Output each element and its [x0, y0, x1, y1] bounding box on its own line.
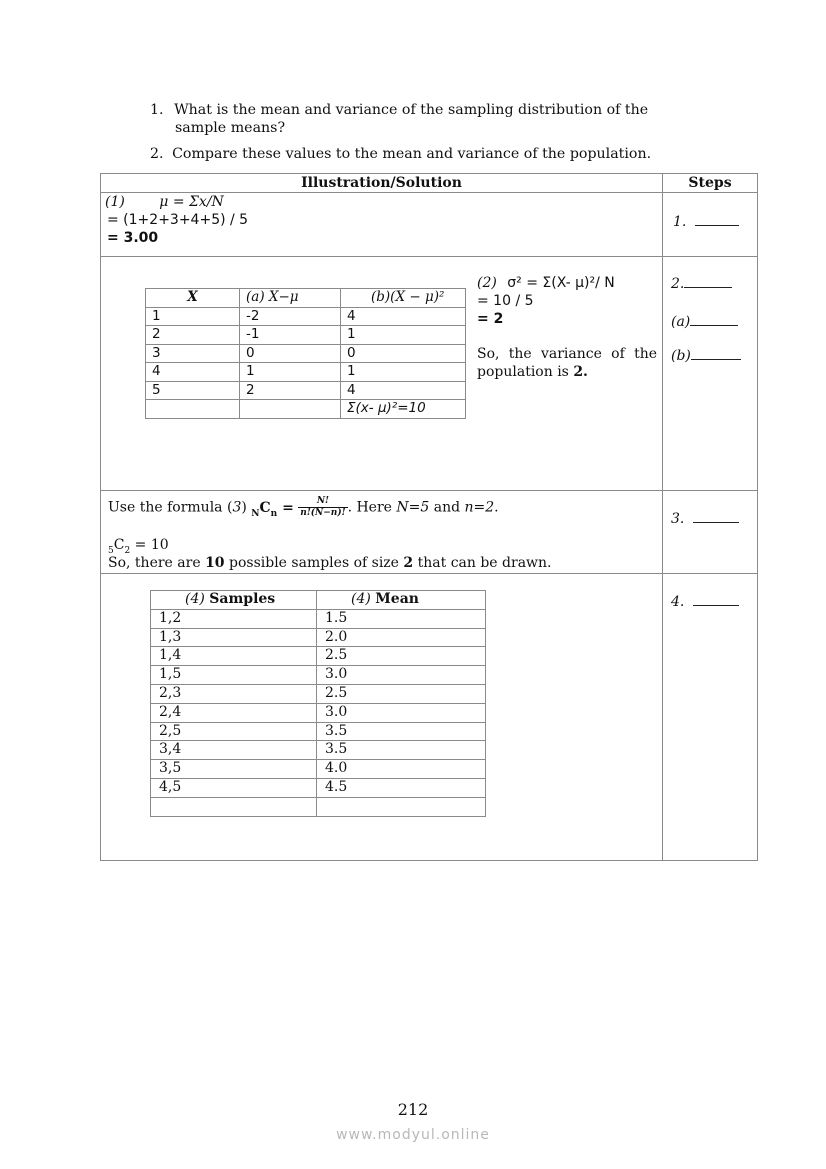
table-cell: 2,3 — [151, 684, 317, 703]
row-4-solution — [101, 574, 663, 861]
variance-sum-row — [146, 400, 466, 419]
header-steps: Steps — [663, 174, 758, 193]
row-3-so-a: So, there are — [108, 555, 206, 571]
variance-header-deviation: (a) X−μ — [240, 289, 341, 308]
table-cell: 1,3 — [151, 628, 317, 647]
row-3-sample-size-value: 2 — [403, 555, 414, 571]
step-2b-answer-blank[interactable] — [691, 347, 741, 360]
question-1-text: What is the mean and variance of the sampling distribution of the — [174, 102, 649, 118]
question-2 — [150, 145, 710, 163]
table-cell: 2 — [146, 326, 240, 345]
variance-table-header — [146, 289, 466, 308]
row-2-conclusion-value: 2. — [573, 364, 588, 380]
step-4-label: 4. — [671, 594, 685, 610]
question-1 — [150, 101, 710, 119]
fraction-denominator: n!(N−n)! — [300, 508, 346, 518]
header-solution: Illustration/Solution — [101, 174, 663, 193]
table-cell: 1 — [341, 363, 466, 382]
watermark: www.modyul.online — [336, 1127, 490, 1143]
table-row — [151, 684, 486, 703]
table-cell — [151, 797, 317, 816]
row-3-so-b: possible samples of size — [224, 555, 404, 571]
table-cell: 1,4 — [151, 647, 317, 666]
table-row — [151, 797, 486, 816]
result-c: C — [113, 537, 125, 553]
row-3-sample-size: n=2 — [464, 499, 495, 516]
question-2-number: 2. — [150, 146, 164, 162]
row-1-label: (1) — [105, 194, 125, 210]
table-row — [151, 741, 486, 760]
row-1-line-3: = 3.00 — [107, 230, 159, 246]
row-2-formula-line — [477, 275, 667, 291]
table-cell: 2.0 — [317, 628, 486, 647]
step-2b-label: (b) — [671, 348, 691, 364]
step-2-label: 2. — [671, 276, 685, 292]
table-cell — [146, 400, 240, 419]
table-cell: 1,5 — [151, 666, 317, 685]
row-3-so-c: that can be drawn. — [413, 555, 552, 571]
table-cell — [240, 400, 341, 419]
row-3-and: and — [429, 499, 465, 516]
step-4 — [671, 593, 739, 610]
table-row — [146, 381, 466, 400]
row-3-steps — [663, 491, 758, 574]
row-2-line-3: = 2 — [477, 311, 504, 327]
step-1 — [673, 213, 739, 230]
table-cell: 1 — [240, 363, 341, 382]
row-1-steps — [663, 193, 758, 257]
table-cell: 3.5 — [317, 722, 486, 741]
table-cell: 3,4 — [151, 741, 317, 760]
table-cell: 3.0 — [317, 666, 486, 685]
step-3-answer-blank[interactable] — [693, 510, 739, 523]
table-cell: 3.5 — [317, 741, 486, 760]
table-cell: 2,5 — [151, 722, 317, 741]
table-cell: 1.5 — [317, 609, 486, 628]
row-3-conclusion — [108, 555, 552, 571]
variance-sum: Σ(x- μ)²=10 — [341, 400, 466, 419]
table-row — [146, 326, 466, 345]
table-cell: 3,5 — [151, 760, 317, 779]
row-2-conclusion-1: So, the variance of the — [477, 346, 657, 362]
table-row — [151, 722, 486, 741]
table-row — [146, 363, 466, 382]
question-1-continued: sample means? — [175, 120, 286, 136]
result-sub-n: 5 — [108, 545, 114, 556]
table-cell: 1 — [341, 326, 466, 345]
table-row — [151, 760, 486, 779]
table-cell: 4,5 — [151, 778, 317, 797]
table-row — [146, 307, 466, 326]
question-2-text: Compare these values to the mean and variance of the population. — [172, 146, 652, 162]
table-cell: 5 — [146, 381, 240, 400]
row-3-sample-count: 10 — [205, 555, 225, 571]
row-1-formula: μ = Σx/N — [159, 194, 224, 210]
step-3 — [671, 510, 739, 527]
table-cell: 4 — [341, 307, 466, 326]
row-2-conclusion-text: population is — [477, 364, 569, 380]
variance-header-squared: (b)(X − μ)² — [341, 289, 466, 308]
row-2-line-2: = 10 / 5 — [477, 293, 534, 309]
result-value: = 10 — [130, 537, 169, 553]
row-3-prefix: Use the formula ( — [108, 499, 233, 516]
header-mean: (4) Mean — [317, 591, 486, 610]
solution-table — [100, 173, 758, 861]
table-row — [151, 703, 486, 722]
table-row — [151, 609, 486, 628]
variance-table — [145, 288, 466, 419]
row-2-formula: σ² = Σ(X- μ)²/ N — [507, 275, 615, 291]
step-2 — [671, 275, 732, 292]
table-row — [146, 344, 466, 363]
table-cell: 1,2 — [151, 609, 317, 628]
row-3-period: . — [494, 499, 499, 516]
header-samples: (4) Samples — [151, 591, 317, 610]
row-3-here: . Here — [347, 499, 397, 516]
row-3-population-size: N=5 — [396, 499, 430, 516]
table-cell: 2.5 — [317, 684, 486, 703]
row-3-formula-line — [108, 496, 499, 519]
table-cell — [317, 797, 486, 816]
combination-symbol: $_NC_n$ = — [251, 499, 294, 519]
row-2-label: (2) — [477, 275, 497, 291]
table-row — [151, 628, 486, 647]
table-cell: 2,4 — [151, 703, 317, 722]
row-4-steps — [663, 574, 758, 861]
step-4-answer-blank[interactable] — [693, 593, 739, 606]
step-2-answer-blank[interactable] — [684, 275, 732, 288]
table-cell: 0 — [341, 344, 466, 363]
table-cell: 2 — [240, 381, 341, 400]
combination-fraction — [298, 496, 347, 519]
step-2b — [671, 347, 741, 364]
variance-header-x: X — [146, 289, 240, 308]
table-cell: 4.5 — [317, 778, 486, 797]
sample-means-table — [150, 590, 486, 817]
table-cell: 2.5 — [317, 647, 486, 666]
row-3-solution — [101, 491, 663, 574]
step-3-label: 3. — [671, 511, 685, 527]
question-1-number: 1. — [150, 102, 164, 118]
table-cell: -1 — [240, 326, 341, 345]
row-3-result — [108, 537, 169, 556]
table-cell: 0 — [240, 344, 341, 363]
row-1-solution — [101, 193, 663, 257]
table-cell: 1 — [146, 307, 240, 326]
table-row — [151, 666, 486, 685]
table-cell: 3 — [146, 344, 240, 363]
table-row — [151, 647, 486, 666]
row-2-solution — [101, 257, 663, 491]
step-2a-answer-blank[interactable] — [690, 313, 738, 326]
row-2-steps — [663, 257, 758, 491]
step-1-label: 1. — [673, 214, 687, 230]
table-cell: 4.0 — [317, 760, 486, 779]
table-cell: 4 — [341, 381, 466, 400]
table-cell: 3.0 — [317, 703, 486, 722]
row-3-suffix: ) — [241, 499, 247, 516]
step-2a-label: (a) — [671, 314, 691, 330]
row-1-line-1 — [105, 194, 505, 210]
step-2a — [671, 313, 738, 330]
page-number: 212 — [397, 1100, 429, 1119]
table-row — [151, 778, 486, 797]
table-cell: -2 — [240, 307, 341, 326]
result-sub-k: 2 — [124, 545, 131, 556]
fraction-numerator: N! — [298, 496, 347, 508]
step-1-answer-blank[interactable] — [695, 213, 739, 226]
row-2-conclusion-2 — [477, 364, 588, 380]
table-cell: 4 — [146, 363, 240, 382]
sample-means-header — [151, 591, 486, 610]
row-3-label: 3 — [232, 499, 242, 516]
row-1-line-2: = (1+2+3+4+5) / 5 — [107, 212, 249, 228]
